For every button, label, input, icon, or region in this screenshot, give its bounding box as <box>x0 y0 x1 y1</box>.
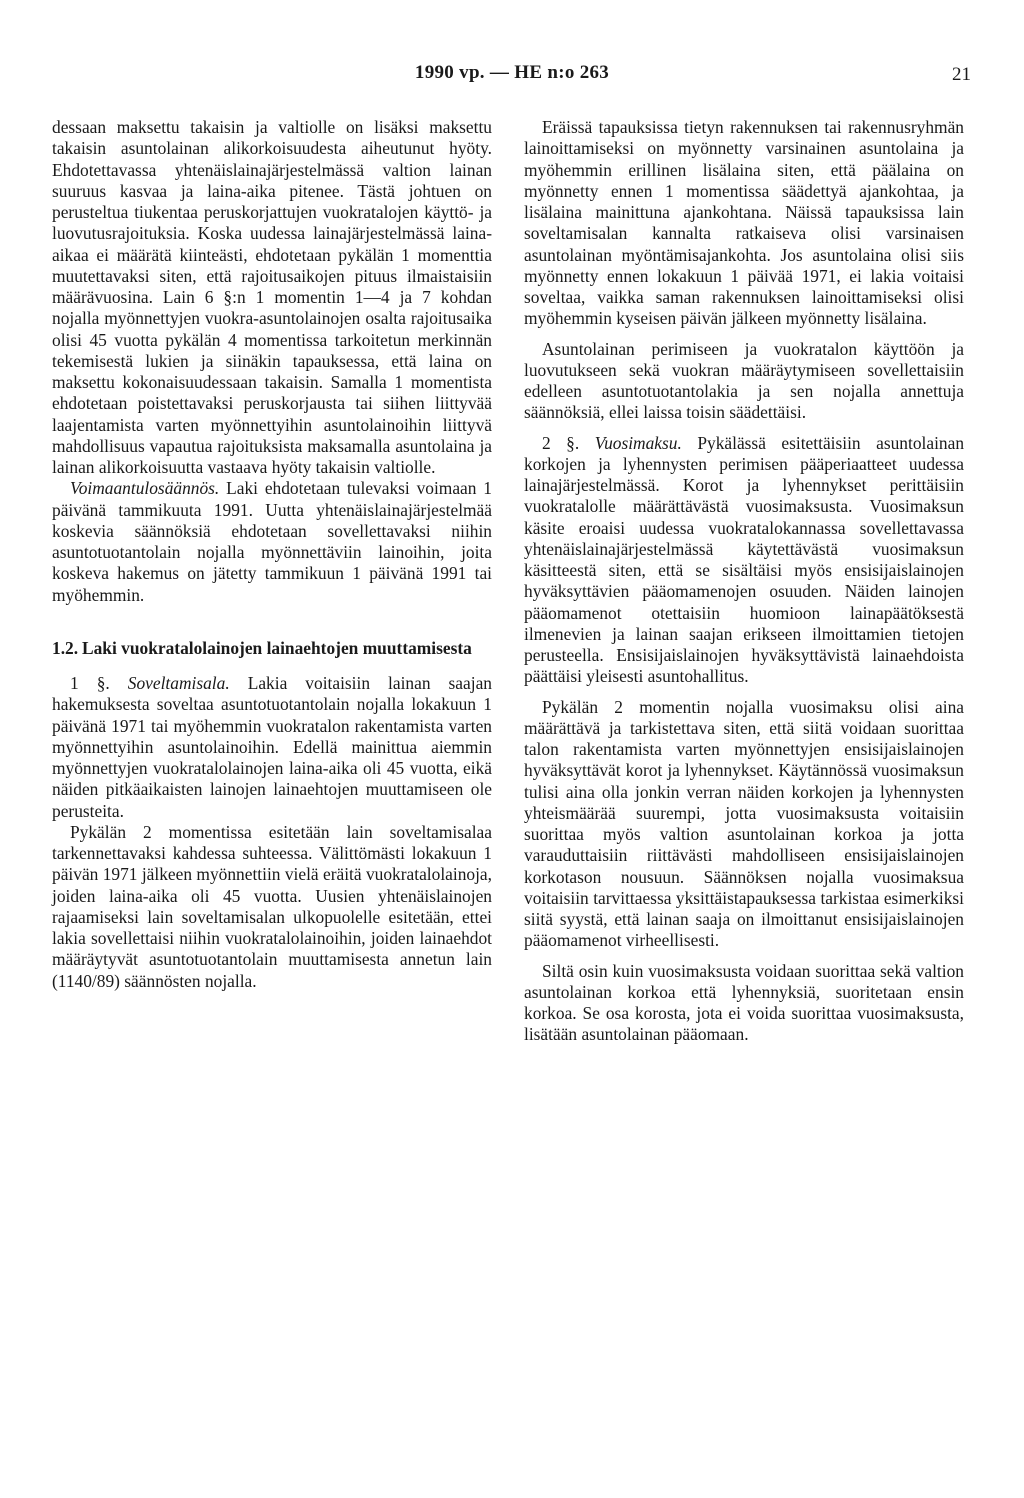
page-header <box>0 62 1024 90</box>
paragraph-text: Pykälässä esitettäisiin asuntolainan korkojen ja lyhennysten perimisen pääperiaatteet uudessa lainajärjestelmässä. Korot ja lyhennykset perittäisiin vuokratalolle määrättävästä vuosimaksusta. Vuosimaksun käsite eroaisi uudessa vuokratalokannassa sovellettavassa yhtenäislainajärjestelmässä käytettävästä vuosimaksun käsitteestä siten, että se sisältäisi myös ensisijaislainojen hyväksyttävien pääomamenojen osuuden. Näiden lainojen pääomamenot otettaisiin huomioon lainapäätöksestä ilmenevien ja lainan saajan erikseen ilmoittamien tietojen perusteella. Ensisijaislainojen hyväksyttävistä lainaehdoista päättäisi yleisesti asuntohallitus. <box>524 432 965 687</box>
paragraph: Pykälän 2 momentissa esitetään lain soveltamisalaa tarkennettavaksi kahdessa suhteessa. Välittömästi lokakuun 1 päivän 1971 jälkeen myönnettiin vielä eräitä vuokratalolainoja, joiden laina-aika oli 45 vuotta. Uusien yhtenäislainojen rajaamiseksi lain soveltamisalan ulkopuolelle esitetään, ettei lakia sovellettaisi niihin vuokratalolainoihin, joiden lainaehdot määräytyvät asuntotuotantolain muuttamisesta annetun lain (1140/89) säännösten nojalla. <box>52 821 492 991</box>
paragraph-title: Voimaantulosäännös. <box>70 478 220 499</box>
running-title: 1990 vp. — HE n:o 263 <box>414 62 610 83</box>
paragraph-title: Vuosimaksu. <box>594 432 682 453</box>
paragraph-text: Lakia voitaisiin lainan saajan hakemuksesta soveltaa asuntotuotantolain nojalla lokakuun 1 päivänä 1971 tai myöhemmin vuokratalon rakentamista varten myönnettyihin asuntolainoihin. Edellä mainittua aiemmin myönnettyjen vuokratalolainojen laina-aika oli 45 vuotta, eikä näiden pitkäaikaisten lainojen lainaehtojen muuttamiseen ole perusteita. <box>52 673 492 821</box>
paragraph: dessaan maksettu takaisin ja valtiolle on lisäksi maksettu takaisin asuntolainan alikorkoisuudesta aiheutunut hyöty. Ehdotettavassa yhtenäislainajärjestelmässä valtion lainan suuruus kasvaa ja laina-aika pitenee. Tästä johtuen on perusteltua tiukentaa peruskorjattujen vuokratalojen käyttö- ja luovutusrajoituksia. Koska uudessa lainajärjestelmässä laina-aikaa ei määrätä kiinteästi, ehdotetaan pykälän 1 momenttia muutettavaksi siten, että rajoitusaikojen pituus ilmaistaisiin määrävuosina. Lain 6 §:n 1 momentin 1—4 ja 7 kohdan nojalla myönnettyjen vuokra-asuntolainojen osalta rajoitusaika olisi 45 vuotta pykälän 4 momentissa tarkoitetun merkinnän tekemisestä lukien ja siinäkin tapauksessa, että laina on maksettu kokonaisuudessaan takaisin. Samalla 1 momentista ehdotetaan poistettavaksi peruskorjausta tai siihen liittyvää laajentamista varten myönnettyihin asuntolainoihin liittyvä mahdollisuus vapautua rajoituksista maksamalla asuntolaina ja lainan alikorkoisuutta vastaava hyöty takaisin valtiolle. <box>52 117 492 477</box>
paragraph-text: Laki ehdotetaan tulevaksi voimaan 1 päivänä tammikuuta 1991. Uutta yhtenäislainajärjestelmää koskevia säännöksiä ehdotetaan sovellettavaksi niihin asuntotuotantolain nojalla myönnettäviin lainoihin, joita koskeva hakemus on jätetty tammikuun 1 päivänä 1991 tai myöhemmin. <box>52 478 492 605</box>
paragraph: Siltä osin kuin vuosimaksusta voidaan suorittaa sekä valtion asuntolainan korkoa että lyhennyksiä, suoritetaan ensin korkoa. Se osa korosta, jota ei voida suorittaa vuosimaksusta, lisätään asuntolainan pääomaan. <box>524 960 964 1045</box>
paragraph-soveltamisala <box>52 673 492 822</box>
paragraph-lead: 2 §. <box>542 432 595 453</box>
paragraph: Pykälän 2 momentin nojalla vuosimaksu olisi aina määrättävä ja tarkistettava siten, että siitä voidaan suorittaa talon rakentamista varten myönnettyjen ensisijaislainojen hyväksyttävät korot ja lyhennykset. Käytännössä vuosimaksun tulisi aina olla jonkin verran näiden korkojen ja lyhennysten yhteismäärää suurempi, jotta vuosimaksusta voitaisiin suorittaa myös valtion asuntolainan korkoa ja jotta varauduttaisiin riittävästi mahdolliseen ensisijaislainojen korkotason nousuun. Säännöksen nojalla vuosimaksua voitaisiin tarvittaessa yksittäistapauksessa tarkistaa esimerkiksi siitä syystä, että lainan saaja on ilmoittanut ensisijaislainojen pääomamenot virheellisesti. <box>524 696 964 951</box>
section-number: 1.2. <box>52 637 79 658</box>
right-column <box>524 117 964 1046</box>
paragraph: Asuntolainan perimiseen ja vuokratalon käyttöön ja luovutukseen sekä vuokran määräytymiseen sovellettaisiin edelleen asuntotuotantolakia ja sen nojalla annettuja säännöksiä, ellei laissa toisin säädettäisi. <box>524 338 964 423</box>
section-title: Laki vuokratalolainojen lainaehtojen muuttamisesta <box>82 637 472 658</box>
section-heading <box>52 638 492 659</box>
paragraph: Eräissä tapauksissa tietyn rakennuksen tai rakennusryhmän lainoittamiseksi on myönnetty varsinainen asuntolaina ja myöhemmin erillinen lisälaina siten, että päälaina on myönnetty ennen 1 momentissa säädettyä ajankohtaa, ja lisälaina mainittuna ajankohtana. Näissä tapauksissa lain soveltamisalan kannalta ratkaiseva olisi varsinaisen asuntolainan myöntämisajankohta. Jos asuntolaina olisi siis myönnetty ennen lokakuun 1 päivää 1971, ei lakia voitaisi soveltaa, vaikka saman rakennuksen lainoittamiseksi olisi myöhemmin kyseisen päivän jälkeen myönnetty lisälaina. <box>524 117 964 329</box>
left-column <box>52 117 492 992</box>
paragraph-vuosimaksu <box>524 433 964 688</box>
paragraph-voimaantulo <box>52 478 492 606</box>
paragraph-lead: 1 §. <box>70 673 128 693</box>
page-number: 21 <box>952 64 971 85</box>
paragraph-title: Soveltamisala. <box>127 673 230 693</box>
